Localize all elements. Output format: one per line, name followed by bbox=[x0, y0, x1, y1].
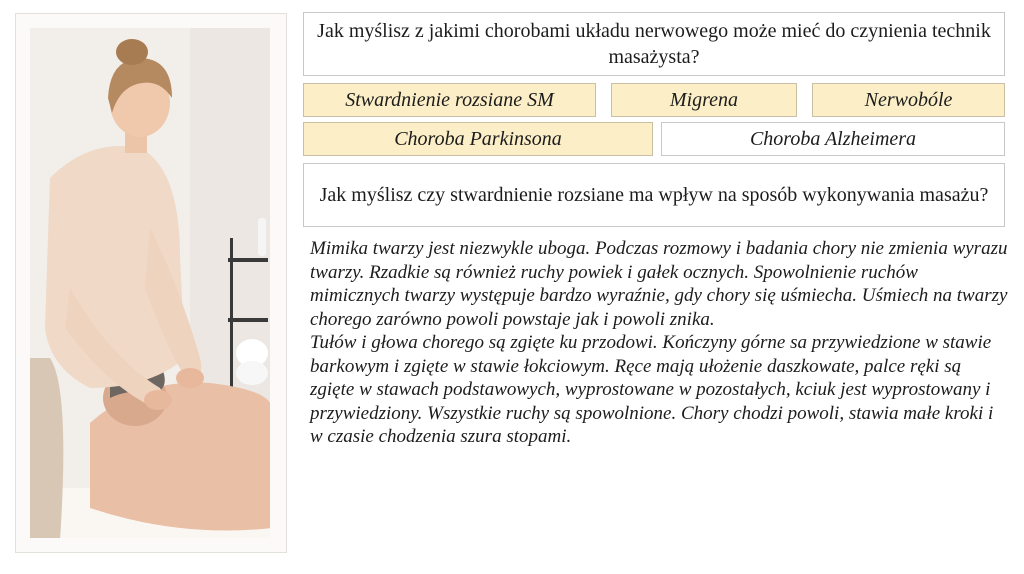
tag-label: Stwardnienie rozsiane SM bbox=[345, 88, 554, 111]
massage-photo bbox=[30, 28, 270, 538]
answer-text bbox=[310, 237, 1010, 449]
question-2-text: Jak myślisz czy stwardnienie rozsiane ma wpływ na sposób wykonywania masażu? bbox=[319, 184, 989, 206]
tag-label: Nerwobóle bbox=[864, 88, 953, 111]
massage-photo-frame bbox=[15, 13, 287, 553]
tag-choroba-parkinsona[interactable] bbox=[303, 122, 653, 156]
answer-paragraph-1: Mimika twarzy jest niezwykle uboga. Podczas rozmowy i badania chory nie zmienia wyrazu twarzy. Rzadkie są również ruchy powiek i gałek ocznych. Spowolnienie ruchów mimicznych twarzy występuje bardzo wyraźnie, gdy chory się uśmiecha. Uśmiech na twarzy chorego zarówno powoli powstaje jak i powoli znika. bbox=[310, 238, 1008, 330]
massage-illustration bbox=[30, 28, 270, 538]
tag-stwardnienie-rozsiane[interactable] bbox=[303, 83, 596, 117]
tag-label: Choroba Alzheimera bbox=[749, 127, 917, 150]
tag-label: Choroba Parkinsona bbox=[394, 127, 562, 150]
tag-label: Migrena bbox=[669, 88, 739, 111]
tag-choroba-alzheimera[interactable] bbox=[661, 122, 1005, 156]
question-2-box bbox=[303, 163, 1005, 227]
tag-migrena[interactable] bbox=[611, 83, 797, 117]
question-1-box bbox=[303, 12, 1005, 76]
answer-paragraph-2: Tułów i głowa chorego są zgięte ku przodowi. Kończyny górne sa przywiedzione w stawie barkowym i zgięte w stawie łokciowym. Ręce mają ułożenie daszkowate, palce ręki są zgięte w stawach podstawowych, wyprostowane w pozostałych, kciuk jest wyprostowany i przywiedziony. Wszystkie ruchy są spowolnione. Chory chodzi powoli, stawia małe kroki i w czasie chodzenia szura stopami. bbox=[310, 332, 994, 447]
question-1-text: Jak myślisz z jakimi chorobami układu nerwowego może mieć do czynienia technik masażysta? bbox=[317, 20, 991, 68]
tag-nerwobole[interactable] bbox=[812, 83, 1005, 117]
